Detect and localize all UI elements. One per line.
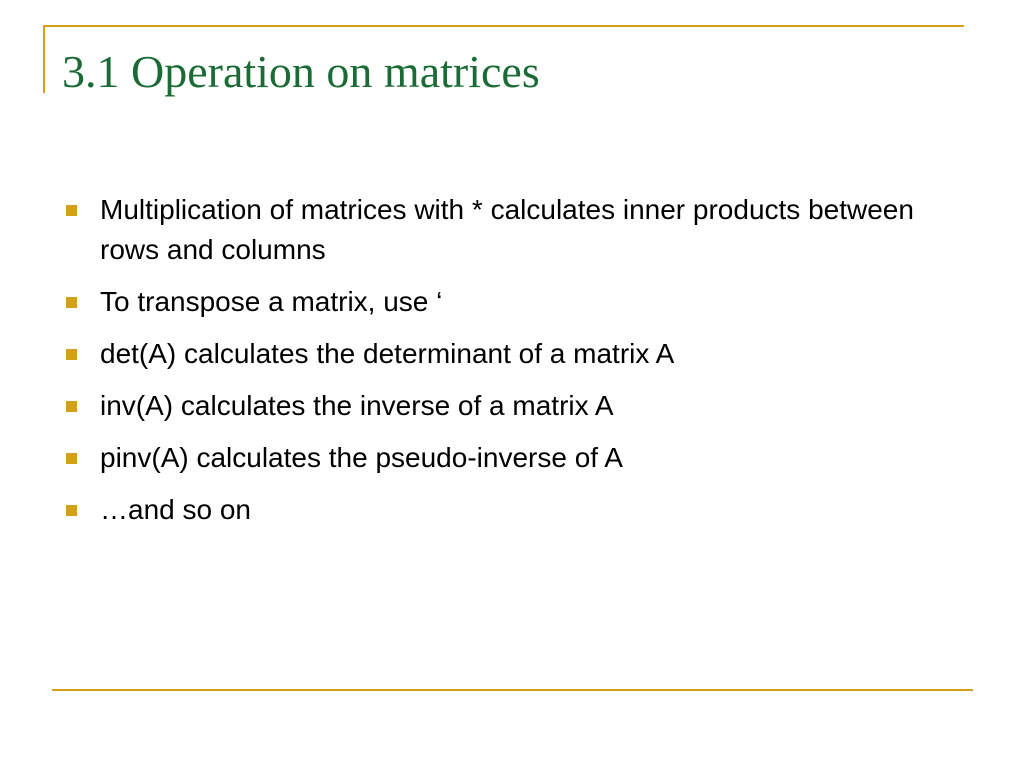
bullet-list	[62, 190, 942, 542]
bullet-item	[62, 386, 942, 426]
square-bullet-icon	[66, 205, 77, 216]
bullet-item	[62, 334, 942, 374]
bottom-divider-line	[52, 689, 973, 691]
left-accent-line	[43, 25, 45, 93]
top-divider-line	[43, 25, 964, 27]
bullet-text: det(A) calculates the determinant of a matrix A	[100, 338, 675, 369]
bullet-item	[62, 190, 942, 270]
bullet-text: To transpose a matrix, use ‘	[100, 286, 443, 317]
bullet-text: inv(A) calculates the inverse of a matrix A	[100, 390, 614, 421]
bullet-item	[62, 438, 942, 478]
square-bullet-icon	[66, 453, 77, 464]
bullet-item	[62, 490, 942, 530]
square-bullet-icon	[66, 297, 77, 308]
square-bullet-icon	[66, 349, 77, 360]
bullet-item	[62, 282, 942, 322]
square-bullet-icon	[66, 401, 77, 412]
square-bullet-icon	[66, 505, 77, 516]
bullet-text: pinv(A) calculates the pseudo-inverse of A	[100, 442, 623, 473]
bullet-text: …and so on	[100, 494, 251, 525]
bullet-text: Multiplication of matrices with * calculates inner products between rows and columns	[100, 194, 914, 265]
slide-title: 3.1 Operation on matrices	[62, 46, 540, 97]
